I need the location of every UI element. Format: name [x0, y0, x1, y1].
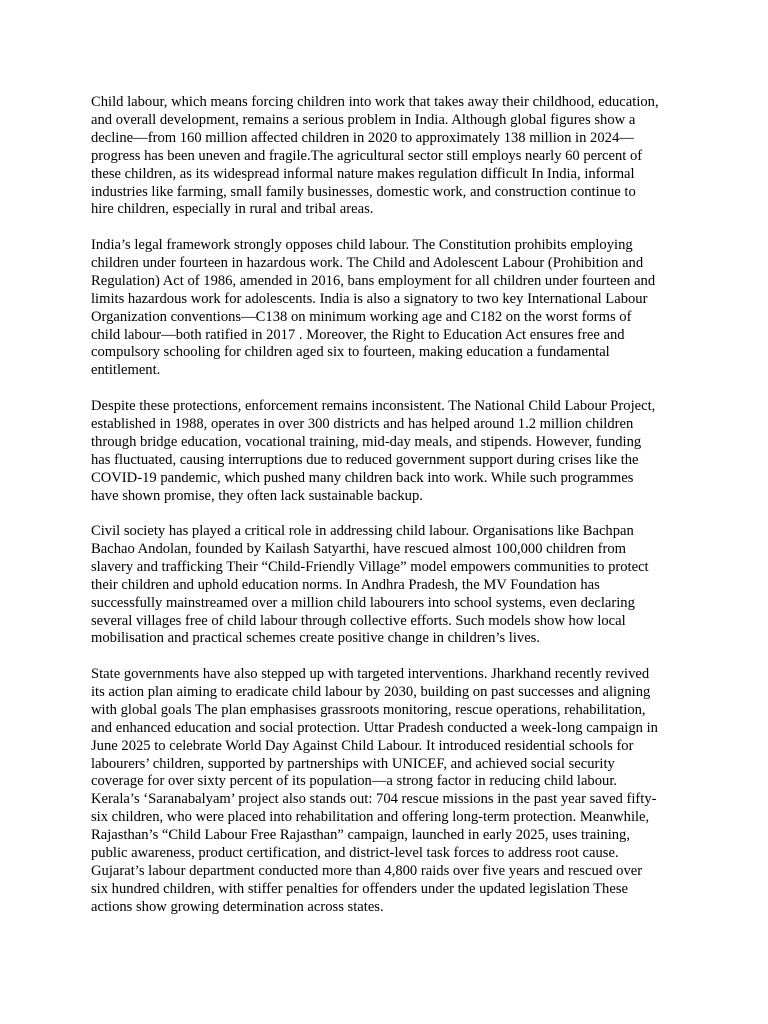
paragraph-civil-society: Civil society has played a critical role in addressing child labour. Organisations like Bachpan Bachao Andolan, founded by Kailash Satyarthi, have rescued almost 100,000 children from slavery and trafficking Their “Child-Friendly Village” model empowers communities to protect their children and uphold education norms. In Andhra Pradesh, the MV Foundation has successfully mainstreamed over a million child labourers into school systems, even declaring several villages free of child labour through collective efforts. Such models show how local mobilisation and practical schemes create positive change in children’s lives. [91, 523, 649, 647]
paragraph-child-labour-overview: Child labour, which means forcing children into work that takes away their childhood, education, and overall development, remains a serious problem in India. Although global figures show a decline—from 160 million affected children in 2020 to approximately 138 million in 2024— progress has been uneven and fragile.The agricultural sector still employs nearly 60 percent of these children, as its widespread informal nature makes regulation difficult In India, informal industries like farming, small family businesses, domestic work, and construction continue to hire children, especially in rural and tribal areas. [91, 94, 659, 218]
paragraph-legal-framework: India’s legal framework strongly opposes child labour. The Constitution prohibits employing children under fourteen in hazardous work. The Child and Adolescent Labour (Prohibition and Regulation) Act of 1986, amended in 2016, bans employment for all children under fourteen and limits hazardous work for adolescents. India is also a signatory to two key International Labour Organization conventions—C138 on minimum working age and C182 on the worst forms of child labour—both ratified in 2017 . Moreover, the Right to Education Act ensures free and compulsory schooling for children aged six to fourteen, making education a fundamental entitlement. [91, 237, 656, 379]
paragraph-enforcement: Despite these protections, enforcement remains inconsistent. The National Child Labour Project, established in 1988, operates in over 300 districts and has helped around 1.2 million children through bridge education, vocational training, mid-day meals, and stipends. However, funding has fluctuated, causing interruptions due to reduced government support during crises like the COVID-19 pandemic, which pushed many children back into work. While such programmes have shown promise, they often lack sustainable backup. [91, 398, 656, 504]
paragraph-state-interventions: State governments have also stepped up with targeted interventions. Jharkhand recently revived its action plan aiming to eradicate child labour by 2030, building on past successes and aligning with global goals The plan emphasises grassroots monitoring, rescue operations, rehabilitation, and enhanced education and social protection. Uttar Pradesh conducted a week-long campaign in June 2025 to celebrate World Day Against Child Labour. It introduced residential schools for labourers’ children, supported by partnerships with UNICEF, and achieved social security coverage for over sixty percent of its population—a strong factor in reducing child labour. Kerala’s ‘Saranabalyam’ project also stands out: 704 rescue missions in the past year saved fifty- six children, who were placed into rehabilitation and offering long-term protection. Meanwhile, Rajasthan’s “Child Labour Free Rajasthan” campaign, launched in early 2025, uses training, public awareness, product certification, and district-level task forces to address root cause. Gujarat’s labour department conducted more than 4,800 raids over five years and rescued over six hundred children, with stiffer penalties for offenders under the updated legislation These actions show growing determination across states. [91, 666, 658, 915]
